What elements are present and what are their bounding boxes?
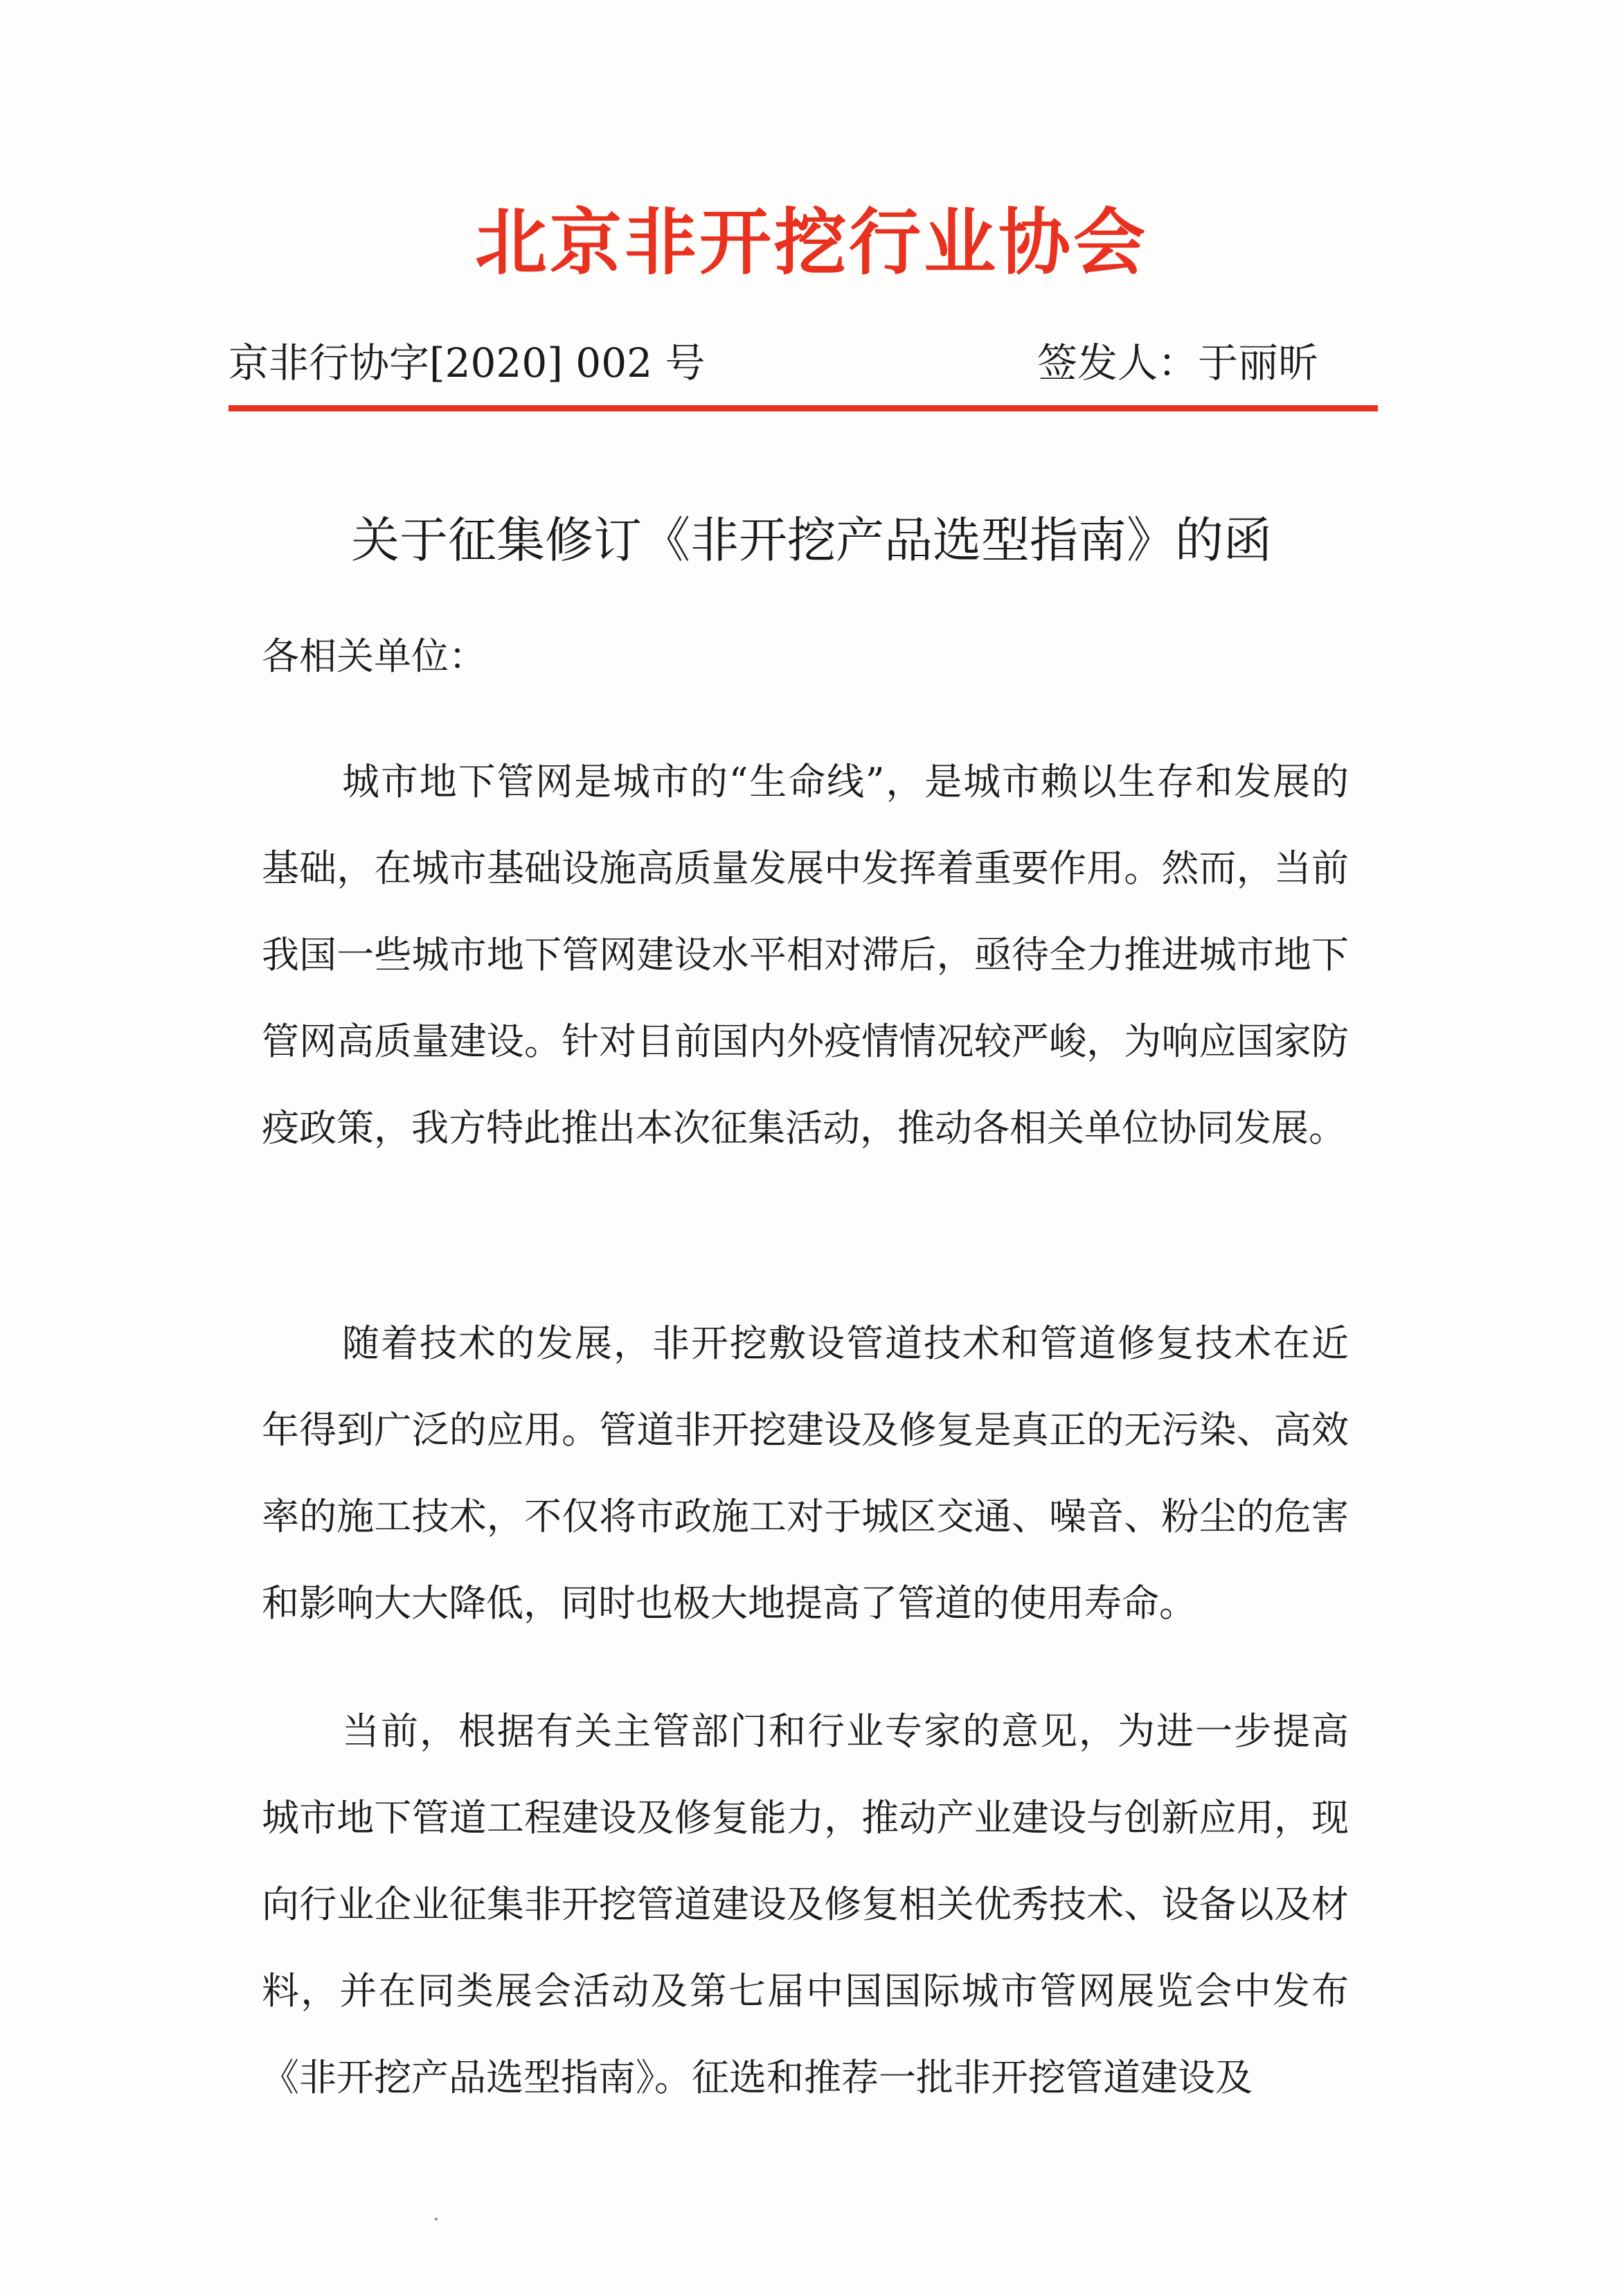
body-paragraph-1: 城市地下管网是城市的“生命线”，是城市赖以生存和发展的基础，在城市基础设施高质量发展中发挥着重要作用。然而，当前我国一些城市地下管网建设水平相对滞后，亟待全力推进城市地下管网高质量建设。针对目前国内外疫情情况较严峻，为响应国家防疫政策，我方特此推出本次征集活动，推动各相关单位协同发展。 <box>262 760 1349 1150</box>
document-number: 京非行协字[2020] 002 号 <box>228 339 706 386</box>
red-divider-line <box>228 405 1378 411</box>
scan-speck <box>435 2218 438 2221</box>
issuer: 签发人：于丽昕 <box>1037 339 1318 386</box>
body-paragraph-3: 当前，根据有关主管部门和行业专家的意见，为进一步提高城市地下管道工程建设及修复能力，推动产业建设与创新应用，现向行业企业征集非开挖管道建设及修复相关优秀技术、设备以及材料，并在同类展会活动及第七届中国国际城市管网展览会中发布《非开挖产品选型指南》。征选和推荐一批非开挖管道建设及 <box>262 1709 1349 2099</box>
body-paragraph-2: 随着技术的发展，非开挖敷设管道技术和管道修复技术在近年得到广泛的应用。管道非开挖建设及修复是真正的无污染、高效率的施工技术，不仅将市政施工对于城区交通、噪音、粉尘的危害和影响大大降低，同时也极大地提高了管道的使用寿命。 <box>262 1321 1349 1625</box>
salutation: 各相关单位： <box>262 634 486 678</box>
organization-title: 北京非开挖行业协会 <box>474 200 1148 285</box>
letter-title: 关于征集修订《非开挖产品选型指南》的函 <box>351 512 1272 569</box>
